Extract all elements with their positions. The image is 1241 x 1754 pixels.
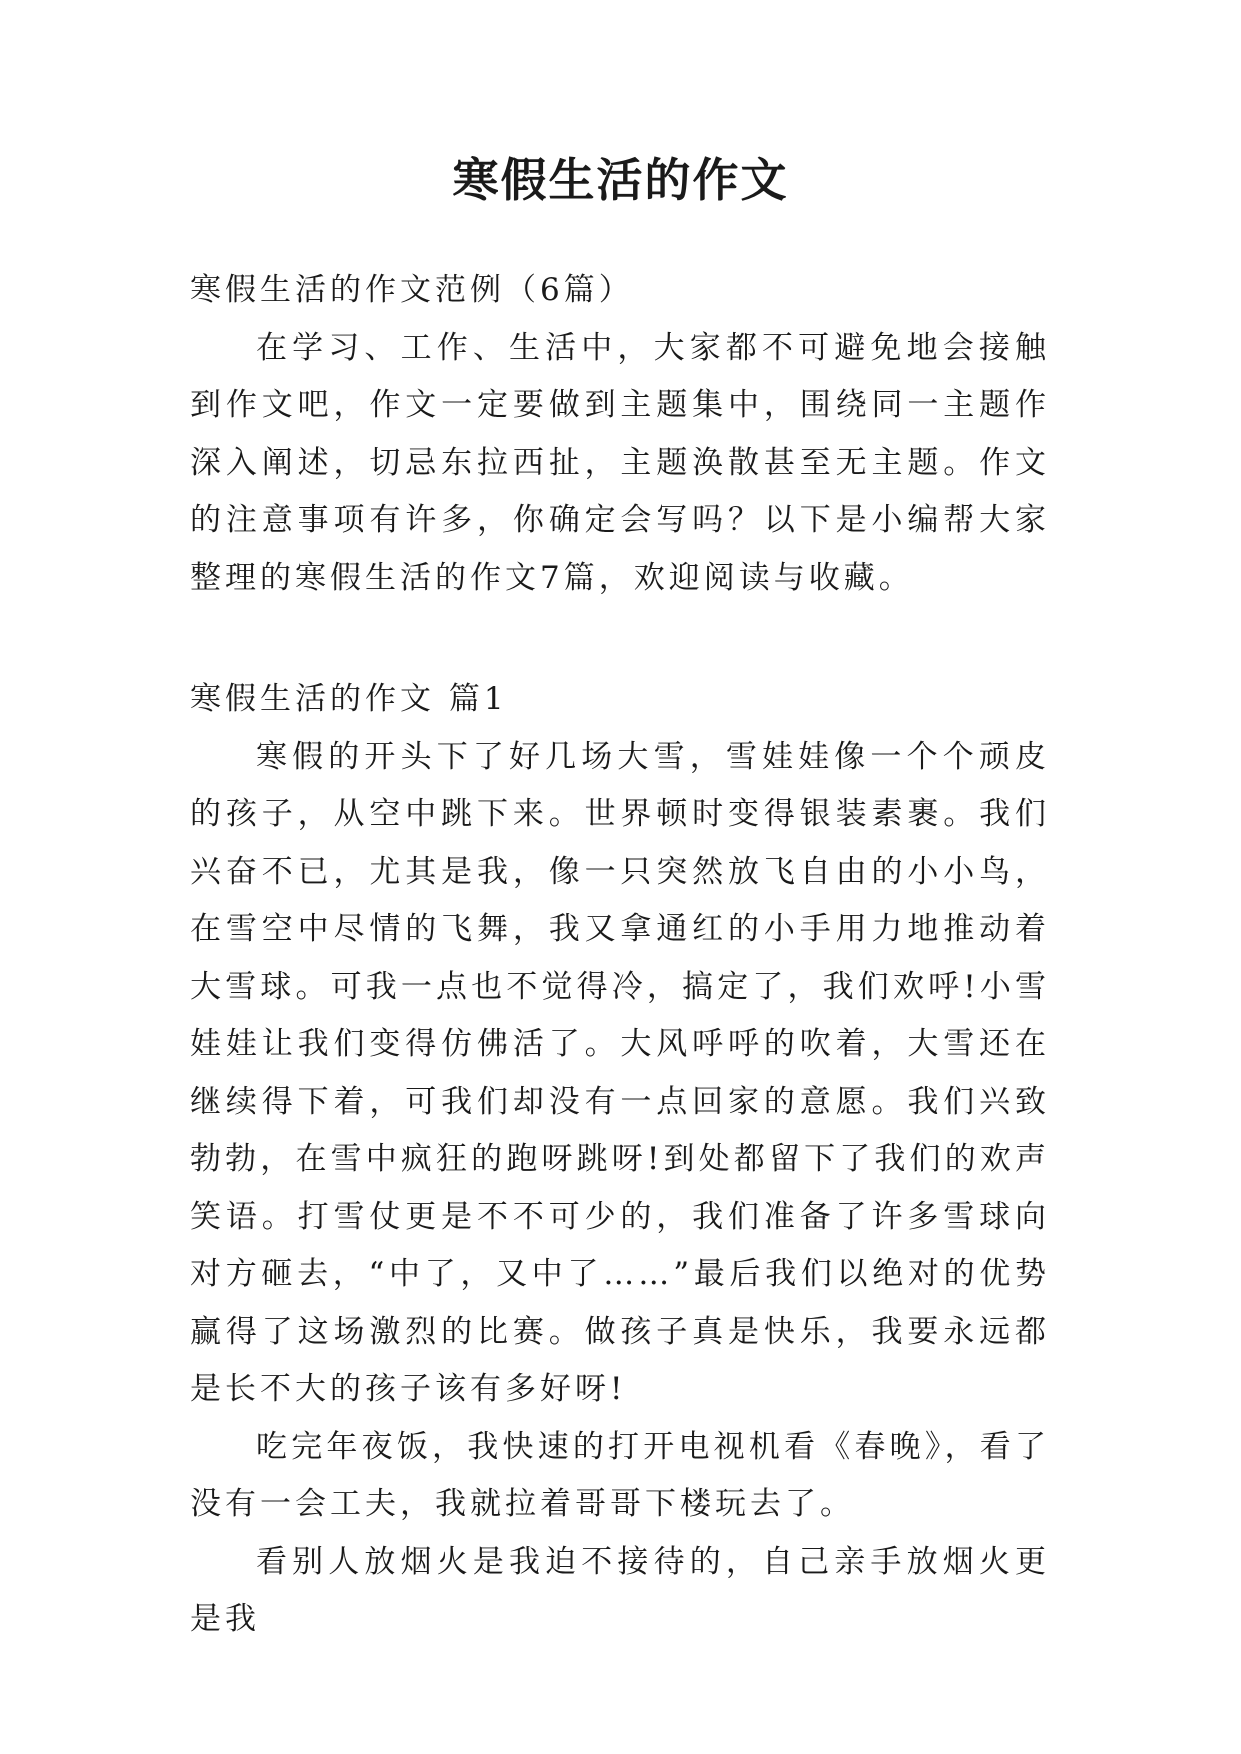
document-title: 寒假生活的作文	[452, 153, 789, 207]
section1-heading: 寒假生活的作文 篇1	[190, 681, 508, 717]
intro-heading: 寒假生活的作文范例（6篇）	[190, 272, 634, 308]
document-body	[190, 262, 1050, 1649]
section1-paragraph: 吃完年夜饭，我快速的打开电视机看《春晚》，看了没有一会工夫，我就拉着哥哥下楼玩去了。	[190, 1428, 1050, 1522]
section1-paragraph: 看别人放烟火是我迫不接待的，自己亲手放烟火更是我	[190, 1543, 1050, 1637]
section-spacer	[190, 607, 1050, 671]
intro-paragraph: 在学习、工作、生活中，大家都不可避免地会接触到作文吧，作文一定要做到主题集中，围绕同一主题作深入阐述，切忌东拉西扯，主题涣散甚至无主题。作文的注意事项有许多，你确定会写吗？以下是小编帮大家整理的寒假生活的作文7篇，欢迎阅读与收藏。	[190, 329, 1050, 596]
section1-paragraph: 寒假的开头下了好几场大雪，雪娃娃像一个个顽皮的孩子，从空中跳下来。世界顿时变得银装素裹。我们兴奋不已，尤其是我，像一只突然放飞自由的小小鸟，在雪空中尽情的飞舞，我又拿通红的小手用力地推动着大雪球。可我一点也不觉得冷，搞定了，我们欢呼!小雪娃娃让我们变得仿佛活了。大风呼呼的吹着，大雪还在继续得下着，可我们却没有一点回家的意愿。我们兴致勃勃，在雪中疯狂的跑呀跳呀!到处都留下了我们的欢声笑语。打雪仗更是不不可少的，我们准备了许多雪球向对方砸去，“中了，又中了……”最后我们以绝对的优势赢得了这场激烈的比赛。做孩子真是快乐，我要永远都是长不大的孩子该有多好呀!	[190, 738, 1050, 1407]
